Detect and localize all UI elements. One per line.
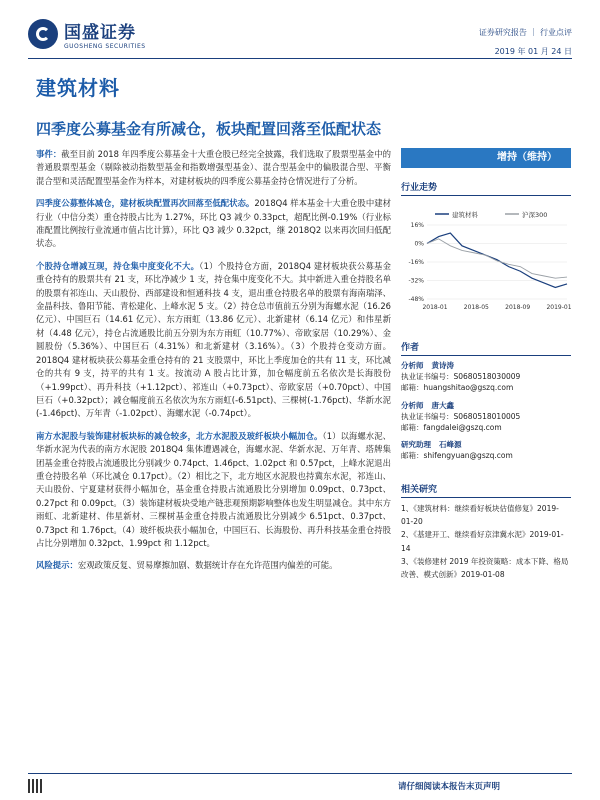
authors-title: 作者 bbox=[401, 340, 571, 356]
logo-icon bbox=[28, 19, 58, 49]
rating-badge: 增持（维持） bbox=[401, 148, 571, 168]
header-divider bbox=[28, 58, 572, 59]
report-body bbox=[36, 148, 391, 582]
series-line-2 bbox=[427, 239, 567, 278]
legend-label: 沪深300 bbox=[522, 211, 548, 219]
y-tick-label: 0% bbox=[414, 240, 424, 248]
x-tick-label: 2019-01 bbox=[546, 304, 571, 311]
analyst-email: 邮箱：shifengyuan@gszq.com bbox=[401, 451, 513, 461]
y-tick-label: -32% bbox=[408, 277, 424, 285]
y-tick-label: 16% bbox=[410, 222, 424, 229]
related-report[interactable]: 1、《建筑材料：继续看好板块估值修复》2019-01-20 bbox=[401, 504, 559, 527]
x-tick-label: 2018-09 bbox=[505, 304, 531, 311]
y-tick-label: -48% bbox=[408, 296, 424, 303]
legend-label: 建筑材料 bbox=[452, 211, 478, 219]
analyst-email: 邮箱：huangshitao@gszq.com bbox=[401, 383, 514, 393]
x-tick-label: 2018-01 bbox=[422, 304, 448, 311]
paragraph: 事件：截至目前 2018 年四季度公募基金十大重仓股已经完全披露，我们选取了股票型基金中的普通股票型基金（剔除被动指数型基金和指数增强型基金）、混合型基金中的偏股混合型、平衡混合型和灵活配置型基金作为样本，对建材板块的四季度公募基金持仓情况进行了分析。 bbox=[36, 149, 392, 186]
paragraph: 四季度公募整体减仓，建材板块配置再次回落至低配状态。2018Q4 样本基金十大重仓股中建材行业（中信分类）重仓持股占比为 1.27%，环比 Q3 减少 0.33pct，超配比例-0.19%（行业标准配置比例按行业流通市值占比计算），环比 Q3 减少 0.32pct，继 2018Q2 以来再次回归低配状态。 bbox=[36, 198, 391, 249]
analyst-name: 唐大鑫 bbox=[431, 400, 454, 410]
analyst-role: 分析师 bbox=[401, 400, 424, 410]
related-report[interactable]: 2、《基建开工、继续看好京津冀水泥》2019-01-14 bbox=[401, 530, 564, 553]
trend-section bbox=[401, 180, 571, 196]
authors-section bbox=[401, 340, 571, 462]
industry-trend-chart bbox=[401, 207, 571, 317]
report-type: 证券研究报告 ｜ 行业点评 bbox=[478, 28, 572, 37]
footer-disclaimer: 请仔细阅读本报告末页声明 bbox=[397, 782, 500, 792]
series-line-1 bbox=[427, 233, 567, 287]
trend-title: 行业走势 bbox=[401, 180, 571, 196]
logo-english: GUOSHENG SECURITIES bbox=[64, 43, 146, 50]
qr-code-icon bbox=[28, 779, 42, 793]
analyst-email: 邮箱：fangdalei@gszq.com bbox=[401, 423, 502, 433]
analyst-name: 石峰源 bbox=[439, 440, 462, 450]
brand-logo bbox=[28, 18, 146, 50]
related-section bbox=[401, 482, 571, 581]
y-tick-label: -16% bbox=[408, 259, 424, 266]
analyst-cert: 执业证书编号：S0680518010005 bbox=[401, 411, 521, 421]
analyst-role: 研究助理 bbox=[401, 440, 431, 450]
sector-title: 建筑材料 bbox=[36, 76, 120, 100]
report-headline: 四季度公募基金有所减仓，板块配置回落至低配状态 bbox=[36, 120, 382, 138]
footer-divider bbox=[28, 773, 572, 774]
report-date: 2019 年 01 月 24 日 bbox=[494, 47, 572, 56]
logo-name: 国盛证券 bbox=[64, 23, 136, 43]
analyst-cert: 执业证书编号：S0680518030009 bbox=[401, 372, 521, 382]
related-title: 相关研究 bbox=[401, 482, 571, 498]
x-tick-label: 2018-05 bbox=[463, 304, 489, 311]
related-report[interactable]: 3、《装修建材 2019 年投资策略：成本下降、格局改善、模式创新》2019-01-08 bbox=[401, 556, 569, 580]
paragraph: 南方水泥股与装饰建材板块标的减仓较多，北方水泥股及玻纤板块小幅加仓。（1）以海螺水泥、华新水泥为代表的南方水泥股 2018Q4 集体遭遇减仓，海螺水泥、华新水泥、万年青、塔牌集团基金重仓持股占流通股比分别减少 0.74pct、1.46pct、1.02pct 和 0.57pct，上峰水泥退出重仓持股名单（环比减仓 0.17pct）。（2）相比之下，北方地区水泥股也持冀东水泥，祁连山、天山股份、宁夏建材获得小幅加仓，基金重仓持股占流通股比分别增加 0.09pct、0.73pct、0.27pct 和 0.09pct。（3）装饰建材板块受地产链悲观预期影响整体也发生明显减仓。其中东方雨虹、北新建材、伟星新材、三棵树基金重仓持股占流通股比分别减少 6.51pct、0.37pct、0.73pct 和 1.76pct。（4）玻纤板块获小幅加仓，中国巨石、长海股份、再升科技基金重仓持股占比分别增加 0.32pct、1.99pct 和 1.12pct。 bbox=[36, 430, 392, 548]
paragraph: 个股持仓增减互现，持仓集中度变化不大。（1）个股持仓方面，2018Q4 建材板块获公募基金重仓持有的股票共有 21 支，环比净减少 1 支，持仓集中度变化不大。其中新进入重仓持股名单的股票有祁连山、天山股份、西部建设和恒通科技 4 支，退出重仓持股名单的股票有海南瑞泽、金晶科技、鲁阳节能、青松建化、上峰水泥 5 支。（2）持仓总市值前五分别为海螺水泥（16.26 亿元）、中国巨石（14.61 亿元）、东方雨虹（13.86 亿元）、北新建材（6.14 亿元）和伟星新材（4.48 亿元），持仓占流通股比前五分别为东方雨虹（10.77%）、帝欧家居（10.29%）、金圆股份（5.36%）、中国巨石（4.31%）和北新建材（3.16%）。（3）个股持仓变动方面。2018Q4 建材板块获公募基金重仓持有的 21 支股票中，环比上季度加仓的共有 11 支，环比减仓的共有 9 支，持平的共有 1 支。按流动 A 股占比计算，加仓幅度前五名依次是长海股份（+1.99pct）、再升科技（+1.12pct）、祁连山（+0.73pct）、帝欧家居（+0.70pct）、中国巨石（+0.32pct）；减仓幅度前五名依次为东方雨虹(-6.51pct)、三棵树(-1.76pct)、华新水泥(-1.46pct)、万年青（-1.02pct）、海螺水泥（-0.74pct）。 bbox=[36, 260, 391, 419]
analyst-role: 分析师 bbox=[401, 361, 424, 370]
risk-note: 风险提示：宏观政策反复、贸易摩擦加剧、数据统计存在允许范围内偏差的可能。 bbox=[36, 560, 338, 571]
analyst-name: 黄诗涛 bbox=[431, 361, 454, 370]
